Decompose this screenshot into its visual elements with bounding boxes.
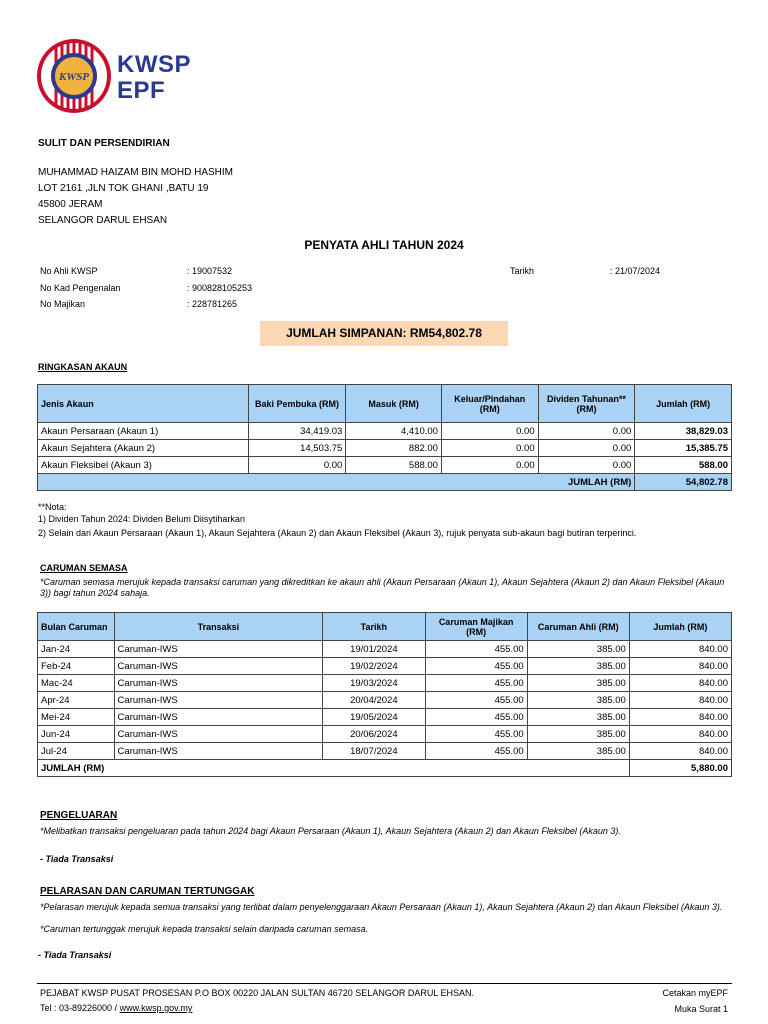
- total-row: [38, 760, 732, 777]
- cell: Akaun Sejahtera (Akaun 2): [38, 440, 249, 457]
- cell: 385.00: [527, 692, 629, 709]
- cell: 840.00: [629, 641, 731, 658]
- table-header-row: [38, 613, 732, 641]
- col-header: Jumlah (RM): [629, 613, 731, 641]
- employer-no-value: : 228781265: [187, 299, 238, 309]
- cell: 385.00: [527, 641, 629, 658]
- withdrawal-desc: *Melibatkan transaksi pengeluaran pada tahun 2024 bagi Akaun Persaraan (Akaun 1), Akaun Sejahtera (Akaun 2) dan Akaun Fleksibel (Akaun 3).: [40, 826, 621, 836]
- cell: Caruman-IWS: [114, 726, 323, 743]
- cell: 20/06/2024: [323, 726, 425, 743]
- table-row: [38, 675, 732, 692]
- footer-contact: [40, 1003, 192, 1014]
- withdrawal-none: - Tiada Transaksi: [40, 854, 114, 864]
- cell: 0.00: [441, 440, 538, 457]
- note-2: 2) Selain dari Akaun Persaraan (Akaun 1), Akaun Sejahtera (Akaun 2) dan Akaun Fleksibel (Akaun 3), rujuk penyata sub-akaun bagi butiran terperinci.: [38, 528, 637, 538]
- col-header: Bulan Caruman: [38, 613, 115, 641]
- cell: 0.00: [538, 457, 635, 474]
- cell: Mei-24: [38, 709, 115, 726]
- kwsp-logo: [36, 38, 196, 114]
- cell: 455.00: [425, 726, 527, 743]
- footer-tel: Tel : 03-89226000 /: [40, 1003, 118, 1013]
- col-header: Transaksi: [114, 613, 323, 641]
- table-row: [38, 743, 732, 760]
- current-contribution-desc: *Caruman semasa merujuk kepada transaksi caruman yang dikreditkan ke akaun ahli (Akaun Persaraan (Akaun 1), Akaun Sejahtera (Akaun 2) dan Akaun Fleksibel (Akaun 3)) bagi tahun 2024 sahaja.: [40, 577, 725, 598]
- cell: 38,829.03: [635, 423, 732, 440]
- cell: 455.00: [425, 658, 527, 675]
- footer-address: PEJABAT KWSP PUSAT PROSESAN P.O BOX 00220 JALAN SULTAN 46720 SELANGOR DARUL EHSAN.: [40, 988, 474, 998]
- table-row: [38, 726, 732, 743]
- cell: 20/04/2024: [323, 692, 425, 709]
- total-label: JUMLAH (RM): [38, 474, 635, 491]
- cell: Akaun Fleksibel (Akaun 3): [38, 457, 249, 474]
- ic-no-value: : 900828105253: [187, 283, 253, 293]
- cell: 385.00: [527, 726, 629, 743]
- col-header: Jenis Akaun: [38, 385, 249, 423]
- cell: 0.00: [441, 423, 538, 440]
- member-name: MUHAMMAD HAIZAM BIN MOHD HASHIM: [38, 167, 233, 178]
- col-header: Dividen Tahunan** (RM): [538, 385, 635, 423]
- account-summary-heading: RINGKASAN AKAUN: [38, 362, 128, 372]
- cell: 4,410.00: [346, 423, 442, 440]
- date-label: Tarikh: [510, 266, 535, 276]
- cell: 882.00: [346, 440, 442, 457]
- cell: Caruman-IWS: [114, 675, 323, 692]
- cell: 840.00: [629, 709, 731, 726]
- cell: 840.00: [629, 726, 731, 743]
- cell: 14,503.75: [248, 440, 346, 457]
- cell: 455.00: [425, 641, 527, 658]
- cell: Jun-24: [38, 726, 115, 743]
- cell: 15,385.75: [635, 440, 732, 457]
- adjustment-heading: PELARASAN DAN CARUMAN TERTUNGGAK: [40, 886, 255, 897]
- col-header: Keluar/Pindahan (RM): [441, 385, 538, 423]
- cell: 455.00: [425, 709, 527, 726]
- cell: Apr-24: [38, 692, 115, 709]
- cell: 840.00: [629, 675, 731, 692]
- table-row: [38, 658, 732, 675]
- account-summary-table: [37, 384, 732, 491]
- table-row: [38, 641, 732, 658]
- withdrawal-heading: PENGELUARAN: [40, 810, 118, 821]
- cell: 455.00: [425, 743, 527, 760]
- contribution-table: [37, 612, 732, 777]
- cell: Caruman-IWS: [114, 743, 323, 760]
- cell: Caruman-IWS: [114, 641, 323, 658]
- footer-printed: Cetakan myEPF: [662, 988, 728, 998]
- cell: Caruman-IWS: [114, 709, 323, 726]
- cell: 455.00: [425, 692, 527, 709]
- total-value: 54,802.78: [635, 474, 732, 491]
- statement-title: PENYATA AHLI TAHUN 2024: [304, 238, 464, 252]
- cell: 840.00: [629, 692, 731, 709]
- address-line-3: SELANGOR DARUL EHSAN: [38, 215, 168, 226]
- col-header: Caruman Majikan (RM): [425, 613, 527, 641]
- cell: 19/02/2024: [323, 658, 425, 675]
- cell: 19/05/2024: [323, 709, 425, 726]
- cell: Mac-24: [38, 675, 115, 692]
- footer-divider: [37, 983, 732, 984]
- member-no-value: : 19007532: [187, 266, 233, 276]
- table-row: [38, 692, 732, 709]
- notes-title: **Nota:: [38, 502, 67, 512]
- col-header: Caruman Ahli (RM): [527, 613, 629, 641]
- logo-epf-text: EPF: [117, 77, 166, 104]
- kwsp-emblem-icon: [36, 38, 112, 114]
- cell: 18/07/2024: [323, 743, 425, 760]
- date-value: : 21/07/2024: [610, 266, 661, 276]
- cell: Caruman-IWS: [114, 658, 323, 675]
- address-line-1: LOT 2161 ,JLN TOK GHANI ,BATU 19: [38, 183, 209, 194]
- emblem-text: KWSP: [59, 71, 89, 83]
- table-row: [38, 440, 732, 457]
- logo-kwsp-text: KWSP: [117, 51, 191, 78]
- cell: 0.00: [538, 440, 635, 457]
- col-header: Jumlah (RM): [635, 385, 732, 423]
- current-contribution-heading: CARUMAN SEMASA: [40, 563, 128, 573]
- cell: 588.00: [346, 457, 442, 474]
- total-label: JUMLAH (RM): [38, 760, 630, 777]
- cell: 0.00: [248, 457, 346, 474]
- cell: Akaun Persaraan (Akaun 1): [38, 423, 249, 440]
- cell: 385.00: [527, 658, 629, 675]
- col-header: Tarikh: [323, 613, 425, 641]
- confidential-label: SULIT DAN PERSENDIRIAN: [38, 138, 170, 149]
- cell: Caruman-IWS: [114, 692, 323, 709]
- cell: 0.00: [441, 457, 538, 474]
- adjustment-desc-2: *Caruman tertunggak merujuk kepada transaksi selain daripada caruman semasa.: [40, 924, 369, 934]
- cell: 19/03/2024: [323, 675, 425, 692]
- cell: 588.00: [635, 457, 732, 474]
- cell: 385.00: [527, 743, 629, 760]
- table-row: [38, 457, 732, 474]
- cell: 19/01/2024: [323, 641, 425, 658]
- note-1: 1) Dividen Tahun 2024: Dividen Belum Diisytiharkan: [38, 514, 245, 524]
- table-row: [38, 709, 732, 726]
- col-header: Masuk (RM): [346, 385, 442, 423]
- cell: Jul-24: [38, 743, 115, 760]
- footer-page-no: Muka Surat 1: [674, 1004, 728, 1014]
- ic-no-label: No Kad Pengenalan: [40, 283, 121, 293]
- cell: 455.00: [425, 675, 527, 692]
- address-line-2: 45800 JERAM: [38, 199, 103, 210]
- member-no-label: No Ahli KWSP: [40, 266, 98, 276]
- employer-no-label: No Majikan: [40, 299, 86, 309]
- cell: 385.00: [527, 709, 629, 726]
- cell: Jan-24: [38, 641, 115, 658]
- table-header-row: [38, 385, 732, 423]
- cell: 0.00: [538, 423, 635, 440]
- footer-website-link[interactable]: www.kwsp.gov.my: [119, 1003, 193, 1013]
- total-savings-banner: JUMLAH SIMPANAN: RM54,802.78: [260, 321, 508, 346]
- table-row: [38, 423, 732, 440]
- adjustment-desc-1: *Pelarasan merujuk kepada semua transaksi yang terlibat dalam penyelenggaraan Akaun Persaraan (Akaun 1), Akaun Sejahtera (Akaun 2) dan Akaun Fleksibel (Akaun 3).: [40, 902, 723, 912]
- cell: Feb-24: [38, 658, 115, 675]
- total-value: 5,880.00: [629, 760, 731, 777]
- col-header: Baki Pembuka (RM): [248, 385, 346, 423]
- cell: 840.00: [629, 658, 731, 675]
- cell: 840.00: [629, 743, 731, 760]
- total-row: [38, 474, 732, 491]
- cell: 34,419.03: [248, 423, 346, 440]
- adjustment-none: - Tiada Transaksi: [38, 950, 112, 960]
- cell: 385.00: [527, 675, 629, 692]
